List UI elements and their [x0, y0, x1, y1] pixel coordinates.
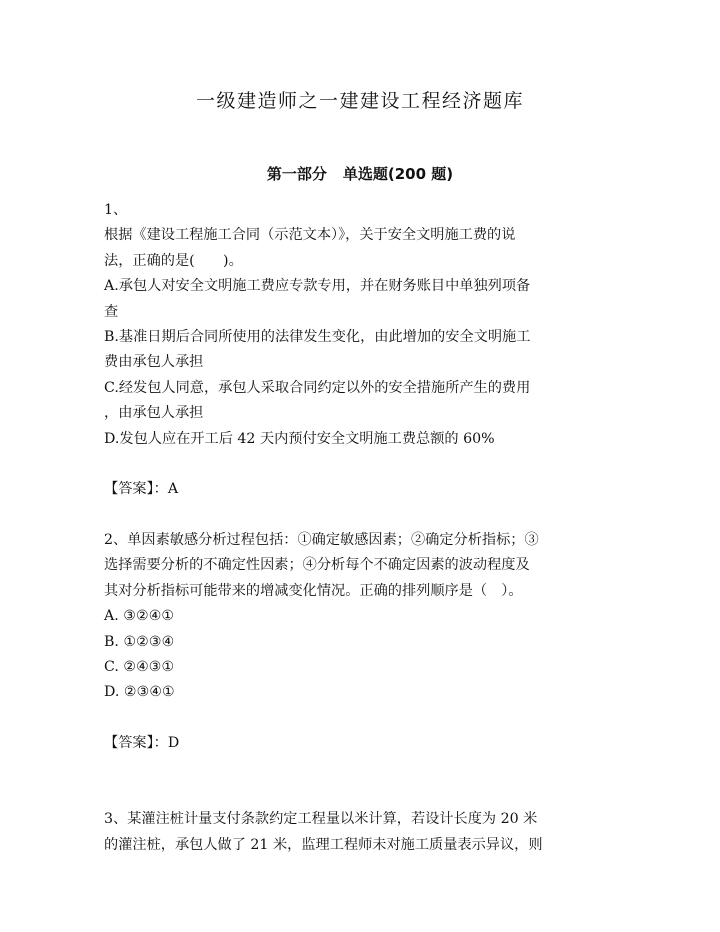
section-type: 单选题(200 题): [342, 165, 454, 183]
option-a-cont: 查: [104, 303, 119, 320]
question-stem-line: 法，正确的是( )。: [104, 252, 243, 269]
option-a: A.承包人对安全文明施工费应专款专用，并在财务账目中单独列项备: [104, 278, 531, 295]
option-d: D.发包人应在开工后 42 天内预付安全文明施工费总额的 60%: [104, 430, 495, 447]
question-stem-line: 根据《建设工程施工合同（示范文本）》，关于安全文明施工费的说: [104, 227, 516, 244]
question-1: [104, 198, 614, 528]
option-b-cont: 费由承包人承担: [104, 354, 204, 371]
section-title: [0, 163, 720, 184]
option-d: D. ②③④①: [104, 684, 175, 701]
answer: 【答案】：D: [104, 735, 180, 752]
option-c-cont: ，由承包人承担: [104, 405, 204, 422]
option-b: B.基准日期后合同所使用的法律发生变化，由此增加的安全文明施工: [104, 328, 531, 345]
option-a: A. ③②④①: [104, 608, 175, 625]
section-part: 第一部分: [266, 165, 327, 183]
answer: 【答案】：A: [104, 481, 179, 498]
question-stem-line: 2、单因素敏感分析过程包括：①确定敏感因素；②确定分析指标；③: [104, 532, 539, 549]
question-number: 1、: [104, 202, 128, 218]
question-stem-line: 3、某灌注桩计量支付条款约定工程量以米计算，若设计长度为 20 米: [104, 811, 538, 828]
option-c: C.经发包人同意，承包人采取合同约定以外的安全措施所产生的费用: [104, 379, 531, 396]
question-stem-line: 其对分析指标可能带来的增减变化情况。正确的排列顺序是（ ）。: [104, 582, 523, 599]
question-stem-line: 的灌注桩，承包人做了 21 米，监理工程师未对施工质量表示异议，则: [104, 836, 543, 853]
question-list: [104, 198, 614, 858]
question-3: [104, 807, 614, 858]
option-c: C. ②④③①: [104, 659, 175, 676]
option-b: B. ①②③④: [104, 633, 175, 650]
question-2: [104, 528, 614, 807]
question-stem-line: 选择需要分析的不确定性因素；④分析每个不确定因素的波动程度及: [104, 557, 530, 574]
page-title: 一级建造师之一建建设工程经济题库: [195, 90, 524, 112]
